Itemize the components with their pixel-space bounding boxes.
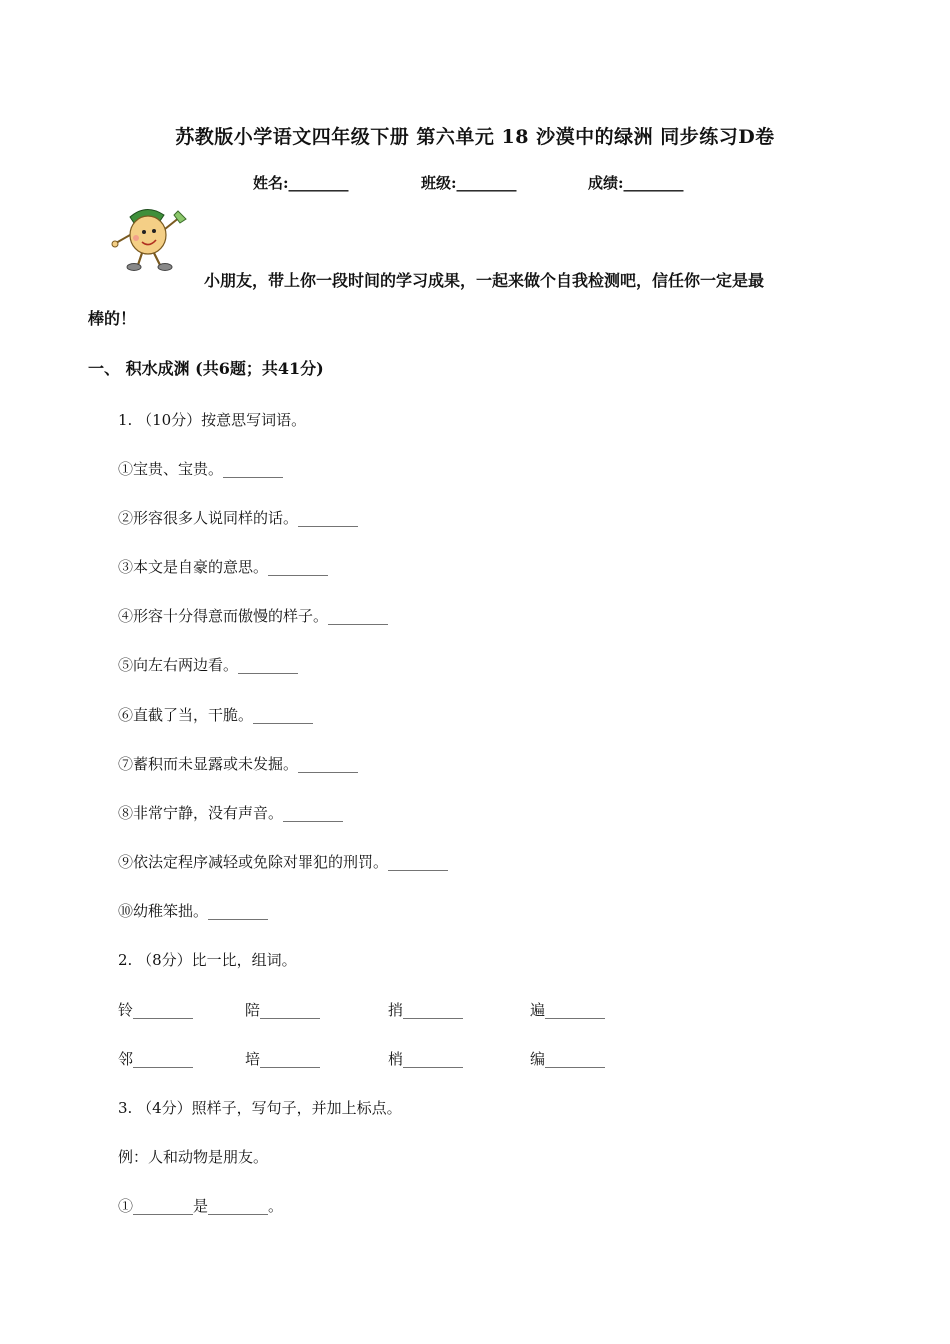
q1-item: ⑥直截了当，干脆。________ xyxy=(118,706,314,724)
question-3-stem: 3. （4分）照样子，写句子，并加上标点。 xyxy=(118,1099,402,1117)
q1-item: ②形容很多人说同样的话。________ xyxy=(118,509,359,527)
intro-line-2: 棒的！ xyxy=(88,309,137,328)
q3-example: 例：人和动物是朋友。 xyxy=(118,1148,269,1166)
q1-item: ⑧非常宁静，没有声音。________ xyxy=(118,804,344,822)
q1-item: ③本文是自豪的意思。________ xyxy=(118,558,329,576)
question-1-stem: 1. （10分）按意思写词语。 xyxy=(118,411,307,429)
q2-word: 铃________ xyxy=(118,1001,194,1019)
q1-item: ⑦蓄积而未显露或未发掘。________ xyxy=(118,755,359,773)
question-2-stem: 2. （8分）比一比，组词。 xyxy=(118,951,297,969)
score-field: 成绩:________ xyxy=(588,174,684,192)
section-heading: 一、 积水成渊 (共6题；共41分) xyxy=(88,359,324,378)
page-title: 苏教版小学语文四年级下册 第六单元 18 沙漠中的绿洲 同步练习D卷 xyxy=(175,126,775,148)
name-field: 姓名:________ xyxy=(253,174,349,192)
q1-item: ①宝贵、宝贵。________ xyxy=(118,460,284,478)
q1-item: ④形容十分得意而傲慢的样子。________ xyxy=(118,607,389,625)
q3-item: ①________是________。 xyxy=(118,1197,284,1215)
q1-item: ⑤向左右两边看。________ xyxy=(118,656,299,674)
q2-word: 陪________ xyxy=(245,1001,321,1019)
q2-word: 捎________ xyxy=(388,1001,464,1019)
q2-word: 梢________ xyxy=(388,1050,464,1068)
q1-item: ⑩幼稚笨拙。________ xyxy=(118,902,269,920)
q2-word: 培________ xyxy=(245,1050,321,1068)
class-field: 班级:________ xyxy=(421,174,517,192)
intro-line-1: 小朋友，带上你一段时间的学习成果，一起来做个自我检测吧，信任你一定是最 xyxy=(204,271,765,290)
q2-word: 遍________ xyxy=(530,1001,606,1019)
q1-item: ⑨依法定程序减轻或免除对罪犯的刑罚。________ xyxy=(118,853,449,871)
q2-word: 邻________ xyxy=(118,1050,194,1068)
mascot-image xyxy=(108,205,198,275)
q2-word: 编________ xyxy=(530,1050,606,1068)
